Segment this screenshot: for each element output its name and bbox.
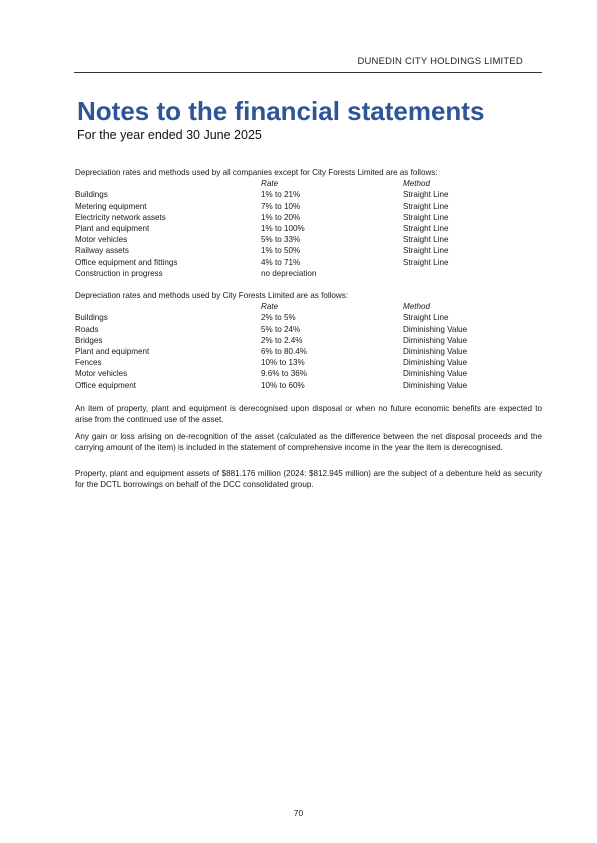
table-row	[75, 268, 542, 279]
depreciation-section-general	[75, 167, 542, 279]
asset-cell: Electricity network assets	[75, 212, 166, 222]
table1-intro: Depreciation rates and methods used by all companies except for City Forests Limited are as follows:	[75, 168, 438, 177]
page-title: Notes to the financial statements	[77, 96, 485, 126]
rate-column-header: Rate	[261, 302, 279, 312]
asset-cell: Plant and equipment	[75, 224, 150, 234]
method-cell: Diminishing Value	[403, 380, 468, 390]
method-cell: Diminishing Value	[403, 347, 468, 357]
asset-cell: Railway assets	[75, 246, 129, 256]
rate-cell: no depreciation	[261, 268, 317, 278]
asset-cell: Office equipment	[75, 380, 137, 390]
asset-cell: Construction in progress	[75, 268, 163, 278]
table-row	[75, 346, 542, 357]
table-row	[75, 234, 542, 245]
page-number: 70	[293, 808, 304, 818]
rate-cell: 10% to 13%	[261, 358, 305, 368]
depreciation-table-general	[75, 178, 542, 279]
table-row	[75, 245, 542, 256]
table-row	[75, 223, 542, 234]
header-organisation: DUNEDIN CITY HOLDINGS LIMITED	[357, 56, 523, 67]
asset-column-header	[75, 178, 261, 189]
table-row	[75, 212, 542, 223]
rate-cell: 1% to 100%	[261, 224, 305, 234]
asset-cell: Office equipment and fittings	[75, 257, 178, 267]
method-cell: Straight Line	[403, 224, 449, 234]
table-row	[75, 368, 542, 379]
method-cell: Straight Line	[403, 212, 449, 222]
rate-cell: 7% to 10%	[261, 201, 301, 211]
rate-cell: 1% to 50%	[261, 246, 301, 256]
table-row	[75, 335, 542, 346]
method-cell: Diminishing Value	[403, 358, 468, 368]
rate-cell: 1% to 21%	[261, 190, 301, 200]
asset-cell: Motor vehicles	[75, 235, 128, 245]
table-row	[75, 201, 542, 212]
table-row	[75, 312, 542, 323]
table-row	[75, 189, 542, 200]
debenture-security-paragraph: Property, plant and equipment assets of $881.176 million (2024: $812.945 million) are the subject of a debenture held as security for the DCTL borrowings on behalf of the DCC consolidated group.	[75, 468, 542, 489]
method-column-header: Method	[403, 179, 430, 189]
rate-cell: 5% to 24%	[261, 324, 301, 334]
rate-cell: 10% to 60%	[261, 380, 305, 390]
method-cell: Diminishing Value	[403, 324, 468, 334]
rate-cell: 2% to 5%	[261, 313, 296, 323]
rate-cell: 4% to 71%	[261, 257, 301, 267]
depreciation-table-city-forests	[75, 301, 542, 391]
asset-cell: Motor vehicles	[75, 369, 128, 379]
asset-cell: Fences	[75, 358, 102, 368]
asset-cell: Buildings	[75, 190, 108, 200]
method-cell: Diminishing Value	[403, 369, 468, 379]
method-cell: Straight Line	[403, 201, 449, 211]
table-row	[75, 357, 542, 368]
table-header-row	[75, 301, 542, 312]
depreciation-section-city-forests	[75, 290, 542, 391]
rate-cell: 2% to 2.4%	[261, 335, 303, 345]
rate-cell: 9.6% to 36%	[261, 369, 307, 379]
rate-cell: 6% to 80.4%	[261, 347, 307, 357]
rate-cell: 1% to 20%	[261, 212, 301, 222]
asset-cell: Metering equipment	[75, 201, 147, 211]
method-cell: Straight Line	[403, 313, 449, 323]
asset-cell: Roads	[75, 324, 99, 334]
table2-intro: Depreciation rates and methods used by City Forests Limited are as follows:	[75, 291, 349, 301]
asset-column-header	[75, 301, 261, 312]
method-cell: Straight Line	[403, 257, 449, 267]
method-cell: Straight Line	[403, 190, 449, 200]
page-subtitle: For the year ended 30 June 2025	[77, 128, 262, 142]
table-row	[75, 257, 542, 268]
rate-cell: 5% to 33%	[261, 235, 301, 245]
table-row	[75, 324, 542, 335]
method-cell: Straight Line	[403, 246, 449, 256]
rate-column-header: Rate	[261, 179, 279, 189]
derecognition-paragraph: An item of property, plant and equipment is derecognised upon disposal or when no future economic benefits are expected to arise from the continued use of the asset.	[75, 403, 542, 425]
header-divider	[74, 72, 542, 73]
table-header-row	[75, 178, 542, 189]
asset-cell: Plant and equipment	[75, 347, 150, 357]
asset-cell: Buildings	[75, 313, 108, 323]
method-cell: Diminishing Value	[403, 335, 468, 345]
content	[75, 167, 542, 490]
table-row	[75, 380, 542, 391]
method-cell: Straight Line	[403, 235, 449, 245]
gain-loss-paragraph: Any gain or loss arising on de-recognition of the asset (calculated as the difference between the net disposal proceeds and the carrying amount of the item) is included in the statement of comprehensive income in the year the item is derecognised.	[75, 432, 542, 453]
method-column-header: Method	[403, 302, 430, 312]
asset-cell: Bridges	[75, 335, 103, 345]
method-cell	[403, 268, 542, 279]
